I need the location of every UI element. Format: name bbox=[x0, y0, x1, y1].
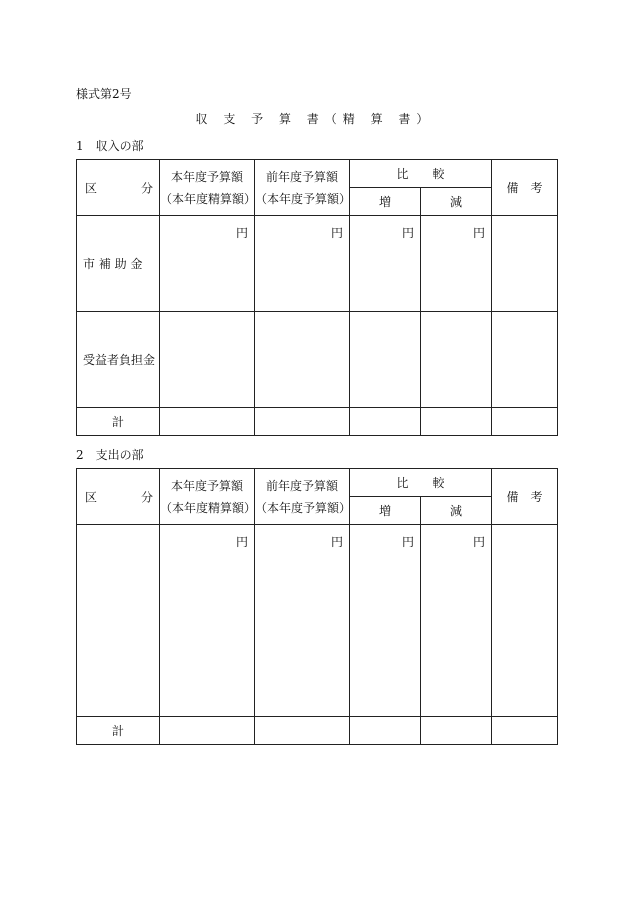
header-category-left: 区 bbox=[85, 490, 98, 504]
unit-label: 円 bbox=[421, 216, 492, 312]
remarks-cell bbox=[492, 408, 558, 436]
table-row bbox=[77, 216, 558, 312]
header-category bbox=[77, 160, 160, 216]
unit-label: 円 bbox=[255, 216, 350, 312]
row-label-subsidy: 市 補 助 金 bbox=[77, 216, 160, 312]
expense-table bbox=[76, 468, 558, 745]
unit-label: 円 bbox=[421, 525, 492, 717]
header-current-line2: （本年度精算額） bbox=[160, 500, 257, 515]
header-current-line1: 本年度予算額 bbox=[170, 478, 243, 493]
header-category-right: 分 bbox=[140, 490, 153, 504]
unit-label: 円 bbox=[350, 216, 421, 312]
header-category-right: 分 bbox=[140, 181, 153, 195]
remarks-cell bbox=[492, 312, 558, 408]
value-cell bbox=[421, 717, 492, 745]
value-cell bbox=[160, 312, 255, 408]
header-comparison: 比 較 bbox=[350, 160, 492, 188]
remarks-cell bbox=[492, 717, 558, 745]
value-cell bbox=[160, 717, 255, 745]
header-increase: 増 bbox=[350, 188, 421, 216]
header-remarks: 備 考 bbox=[492, 160, 558, 216]
value-cell bbox=[160, 408, 255, 436]
remarks-cell bbox=[492, 525, 558, 717]
total-row bbox=[77, 717, 558, 745]
table-row bbox=[77, 525, 558, 717]
header-previous-line1: 前年度予算額 bbox=[265, 478, 338, 493]
unit-label: 円 bbox=[160, 525, 255, 717]
total-row bbox=[77, 408, 558, 436]
header-previous-line2: （本年度予算額） bbox=[255, 191, 352, 206]
value-cell bbox=[255, 312, 350, 408]
value-cell bbox=[350, 717, 421, 745]
header-previous-line1: 前年度予算額 bbox=[265, 169, 338, 184]
header-current-budget bbox=[160, 160, 255, 216]
header-previous-budget bbox=[255, 160, 350, 216]
header-increase: 増 bbox=[350, 497, 421, 525]
unit-label: 円 bbox=[255, 525, 350, 717]
total-label: 計 bbox=[77, 408, 160, 436]
document-title: 収 支 予 算 書（精 算 書） bbox=[195, 112, 435, 126]
row-label-beneficiary: 受益者負担金 bbox=[77, 312, 160, 408]
value-cell bbox=[421, 408, 492, 436]
header-decrease: 減 bbox=[421, 497, 492, 525]
value-cell bbox=[350, 312, 421, 408]
form-number: 様式第2号 bbox=[76, 87, 132, 101]
value-cell bbox=[421, 312, 492, 408]
income-section-heading: 1 収入の部 bbox=[76, 139, 144, 153]
category-cell bbox=[77, 525, 160, 717]
remarks-cell bbox=[492, 216, 558, 312]
header-category-left: 区 bbox=[85, 181, 98, 195]
unit-label: 円 bbox=[160, 216, 255, 312]
expense-section-heading: 2 支出の部 bbox=[76, 448, 144, 462]
header-decrease: 減 bbox=[421, 188, 492, 216]
header-previous-budget bbox=[255, 469, 350, 525]
header-current-line2: （本年度精算額） bbox=[160, 191, 257, 206]
income-table bbox=[76, 159, 558, 436]
header-current-budget bbox=[160, 469, 255, 525]
header-remarks: 備 考 bbox=[492, 469, 558, 525]
header-category bbox=[77, 469, 160, 525]
unit-label: 円 bbox=[350, 525, 421, 717]
header-previous-line2: （本年度予算額） bbox=[255, 500, 352, 515]
header-current-line1: 本年度予算額 bbox=[170, 169, 243, 184]
value-cell bbox=[255, 408, 350, 436]
table-row bbox=[77, 312, 558, 408]
value-cell bbox=[350, 408, 421, 436]
header-comparison: 比 較 bbox=[350, 469, 492, 497]
value-cell bbox=[255, 717, 350, 745]
total-label: 計 bbox=[77, 717, 160, 745]
